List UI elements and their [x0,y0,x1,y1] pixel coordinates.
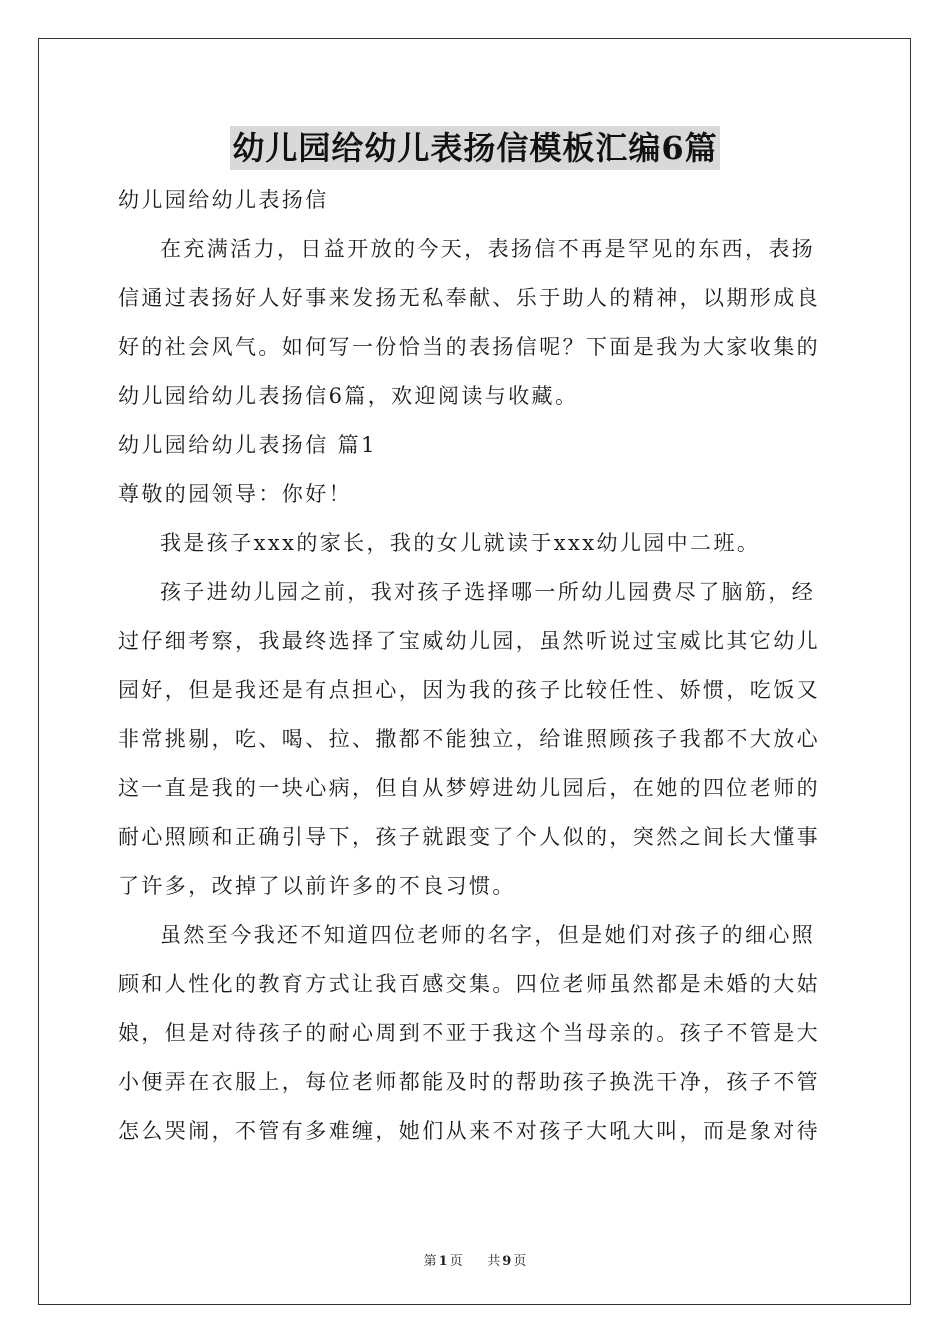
total-prefix: 共 [487,1254,501,1269]
section-heading: 幼儿园给幼儿表扬信 篇1 [118,433,377,457]
total-pages: 9 [502,1254,512,1269]
page-prefix: 第 [423,1254,437,1269]
paragraph-body: 孩子进幼儿园之前，我对孩子选择哪一所幼儿园费尽了脑筋，经过仔细考察，我最终选择了宝威幼儿园，虽然听说过宝威比其它幼儿园好，但是我还是有点担心，因为我的孩子比较任性、娇惯，吃饭又非常挑剔，吃、喝、拉、撒都不能独立，给谁照顾孩子我都不大放心这一直是我的一块心病，但自从梦婷进幼儿园后，在她的四位老师的耐心照顾和正确引导下，孩子就跟变了个人似的，突然之间长大懂事了许多，改掉了以前许多的不良习惯。 [118,580,820,898]
page-suffix: 页 [449,1254,463,1269]
title-container [0,126,950,170]
document-title: 幼儿园给幼儿表扬信模板汇编6篇 [230,126,719,170]
paragraph-intro: 在充满活力，日益开放的今天，表扬信不再是罕见的东西，表扬信通过表扬好人好事来发扬无私奉献、乐于助人的精神，以期形成良好的社会风气。如何写一份恰当的表扬信呢？下面是我为大家收集的幼儿园给幼儿表扬信6篇，欢迎阅读与收藏。 [118,237,820,408]
paragraph-body: 虽然至今我还不知道四位老师的名字，但是她们对孩子的细心照顾和人性化的教育方式让我百感交集。四位老师虽然都是未婚的大姑娘，但是对待孩子的耐心周到不亚于我这个当母亲的。孩子不管是大小便弄在衣服上，每位老师都能及时的帮助孩子换洗干净，孩子不管怎么哭闹，不管有多难缠，她们从来不对孩子大吼大叫，而是象对待 [118,923,820,1143]
total-suffix: 页 [513,1254,527,1269]
page-number: 1 [438,1254,448,1269]
paragraph-body: 我是孩子xxx的家长，我的女儿就读于xxx幼儿园中二班。 [160,531,761,555]
page-indicator [422,1254,465,1269]
document-body [118,176,834,1156]
paragraph-intro-heading: 幼儿园给幼儿表扬信 [118,188,329,212]
page-footer [0,1250,950,1269]
total-pages-indicator [485,1254,528,1269]
salutation: 尊敬的园领导：你好！ [118,482,352,506]
